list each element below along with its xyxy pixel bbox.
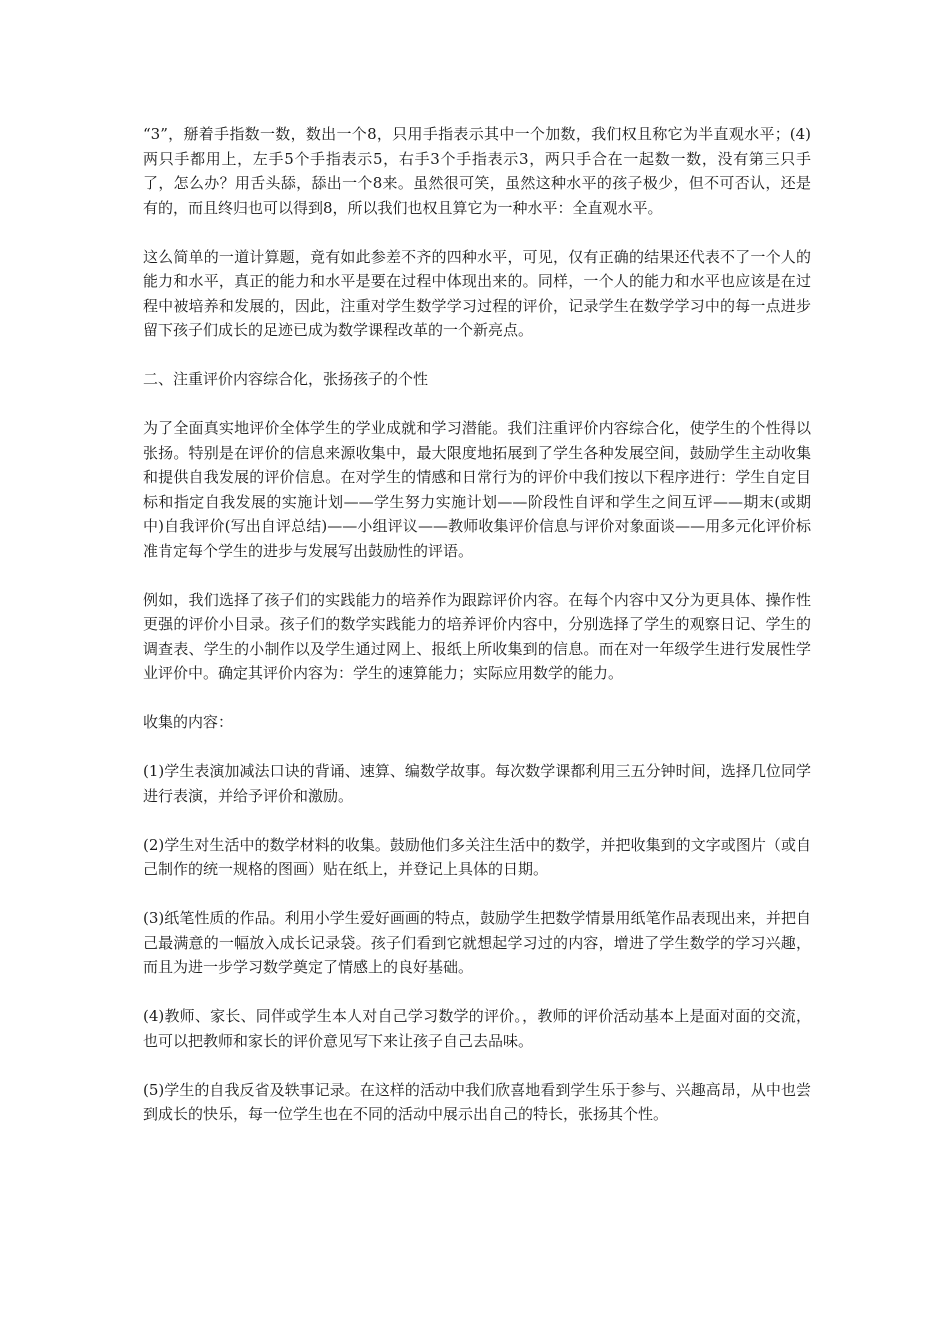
list-item-5: (5)学生的自我反省及轶事记录。在这样的活动中我们欣喜地看到学生乐于参与、兴趣高昂，从中也尝到成长的快乐，每一位学生也在不同的活动中展示出自己的特长，张扬其个性。	[143, 1080, 811, 1123]
list-heading: 收集的内容：	[143, 713, 234, 731]
section-heading: 二、注重评价内容综合化，张扬孩子的个性	[143, 370, 429, 388]
paragraph-example: 例如，我们选择了孩子们的实践能力的培养作为跟踪评价内容。在每个内容中又分为更具体、操作性更强的评价小目录。孩子们的数学实践能力的培养评价内容中，分别选择了学生的观察日记、学生的调查表、学生的小制作以及学生通过网上、报纸上所收集到的信息。而在对一年级学生进行发展性学业评价中。确定其评价内容为：学生的速算能力；实际应用数学的能力。	[143, 590, 811, 682]
list-item-1: (1)学生表演加减法口诀的背诵、速算、编数学故事。每次数学课都利用三五分钟时间，选择几位同学进行表演，并给予评价和激励。	[143, 762, 811, 805]
list-item-2: (2)学生对生活中的数学材料的收集。鼓励他们多关注生活中的数学，并把收集到的文字或图片（或自己制作的统一规格的图画）贴在纸上，并登记上具体的日期。	[143, 835, 811, 878]
paragraph-process-evaluation: 这么简单的一道计算题，竟有如此参差不齐的四种水平，可见，仅有正确的结果还代表不了一个人的能力和水平，真正的能力和水平是要在过程中体现出来的。同样，一个人的能力和水平也应该是在过程中被培养和发展的，因此，注重对学生数学学习过程的评价，记录学生在数学学习中的每一点进步留下孩子们成长的足迹已成为数学课程改革的一个新亮点。	[143, 247, 811, 339]
list-item-4: (4)教师、家长、同伴或学生本人对自己学习数学的评价。，教师的评价活动基本上是面对面的交流，也可以把教师和家长的评价意见写下来让孩子自己去品味。	[143, 1007, 811, 1050]
paragraph-comprehensive-evaluation: 为了全面真实地评价全体学生的学业成就和学习潜能。我们注重评价内容综合化，使学生的个性得以张扬。特别是在评价的信息来源收集中，最大限度地拓展到了学生各种发展空间，鼓励学生主动收集和提供自我发展的评价信息。在对学生的情感和日常行为的评价中我们按以下程序进行：学生自定目标和指定自我发展的实施计划——学生努力实施计划——阶段性自评和学生之间互评——期末(或期中)自我评价(写出自评总结)——小组评议——教师收集评价信息与评价对象面谈——用多元化评价标准肯定每个学生的进步与发展写出鼓励性的评语。	[143, 419, 811, 560]
document-body	[143, 122, 811, 1151]
paragraph-continuation: “3”，掰着手指数一数，数出一个8，只用手指表示其中一个加数，我们权且称它为半直观水平；(4)两只手都用上，左手5个手指表示5，右手3个手指表示3，两只手合在一起数一数，没有第三只手了，怎么办？用舌头舔，舔出一个8来。虽然很可笑，虽然这种水平的孩子极少，但不可否认，还是有的，而且终归也可以得到8，所以我们也权且算它为一种水平：全直观水平。	[143, 125, 811, 217]
list-item-3: (3)纸笔性质的作品。利用小学生爱好画画的特点，鼓励学生把数学情景用纸笔作品表现出来，并把自己最满意的一幅放入成长记录袋。孩子们看到它就想起学习过的内容，增进了学生数学的学习兴趣，而且为进一步学习数学奠定了情感上的良好基础。	[143, 909, 811, 976]
